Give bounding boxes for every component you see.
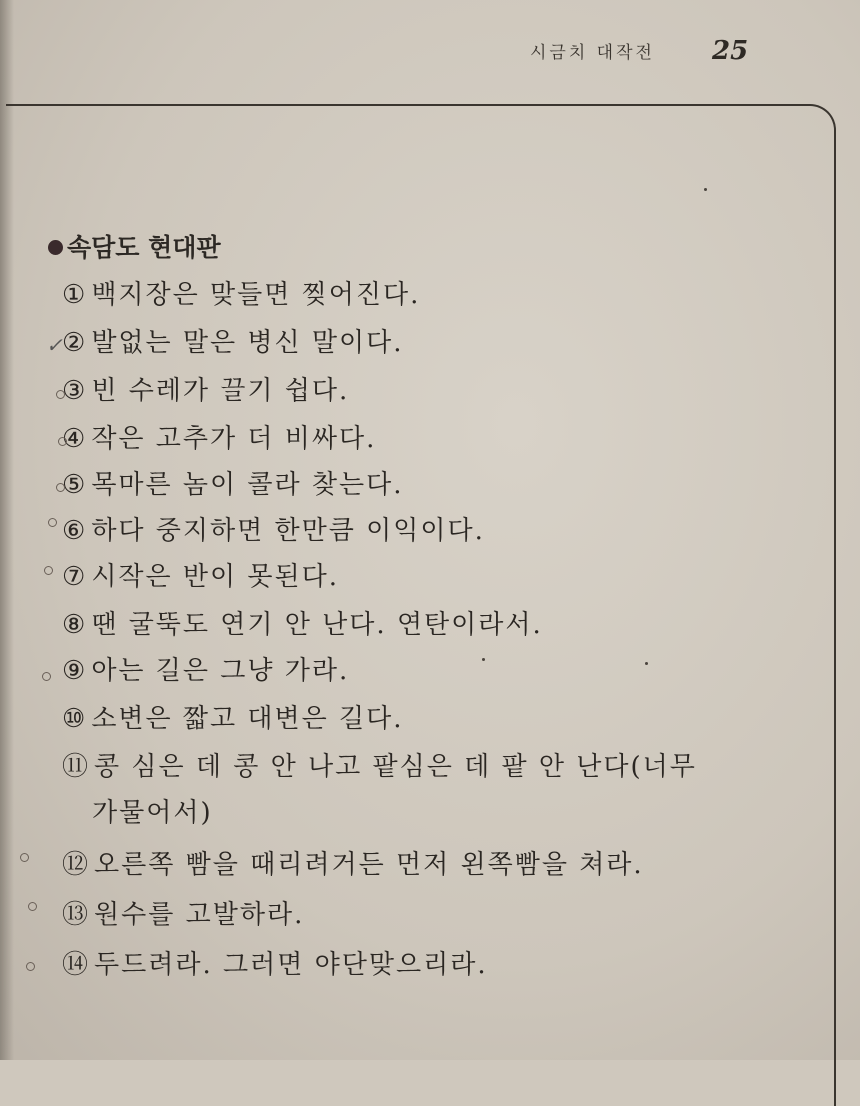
pencil-circle-mark	[26, 962, 35, 971]
pencil-circle-mark	[56, 390, 65, 399]
section-heading	[48, 228, 221, 264]
list-item: ⑪ 콩 심은 데 콩 안 나고 팥심은 데 팥 안 난다(너무	[62, 752, 697, 782]
list-item: ⑭ 두드려라. 그러면 야단맞으리라.	[62, 950, 488, 980]
bullet-icon	[48, 240, 63, 255]
list-item-continuation: 가물어서)	[92, 798, 213, 828]
list-item: ③ 빈 수레가 끌기 쉽다.	[62, 376, 350, 406]
list-item: ⑨ 아는 길은 그냥 가라.	[62, 656, 350, 686]
page-number: 25	[712, 36, 749, 66]
pencil-check-icon: ✓	[46, 333, 63, 357]
list-item: ② 발없는 말은 병신 말이다.	[62, 328, 404, 358]
paper-speck	[482, 658, 485, 661]
pencil-circle-mark	[20, 853, 29, 862]
list-item: ⑧ 땐 굴뚝도 연기 안 난다. 연탄이라서.	[62, 610, 543, 640]
pencil-circle-mark	[42, 672, 51, 681]
pencil-circle-mark	[58, 437, 67, 446]
list-item: ⑬ 원수를 고발하라.	[62, 900, 305, 930]
list-item: ① 백지장은 맞들면 찢어진다.	[62, 280, 421, 310]
list-item: ⑫ 오른쪽 빰을 때리려거든 먼저 왼쪽빰을 쳐라.	[62, 850, 644, 880]
list-item: ⑥ 하다 중지하면 한만큼 이익이다.	[62, 516, 485, 546]
list-item: ④ 작은 고추가 더 비싸다.	[62, 424, 377, 454]
list-item: ⑦ 시작은 반이 못된다.	[62, 562, 340, 592]
list-item: ⑤ 목마른 놈이 콜라 찾는다.	[62, 470, 404, 500]
paper-speck	[645, 662, 648, 665]
pencil-circle-mark	[48, 518, 57, 527]
section-heading-text: 속담도 현대판	[67, 233, 221, 262]
paper-speck	[704, 188, 707, 191]
pencil-circle-mark	[44, 566, 53, 575]
pencil-circle-mark	[56, 483, 65, 492]
list-item: ⑩ 소변은 짧고 대변은 길다.	[62, 704, 404, 734]
running-head: 시금치 대작전	[530, 43, 655, 63]
pencil-circle-mark	[28, 902, 37, 911]
